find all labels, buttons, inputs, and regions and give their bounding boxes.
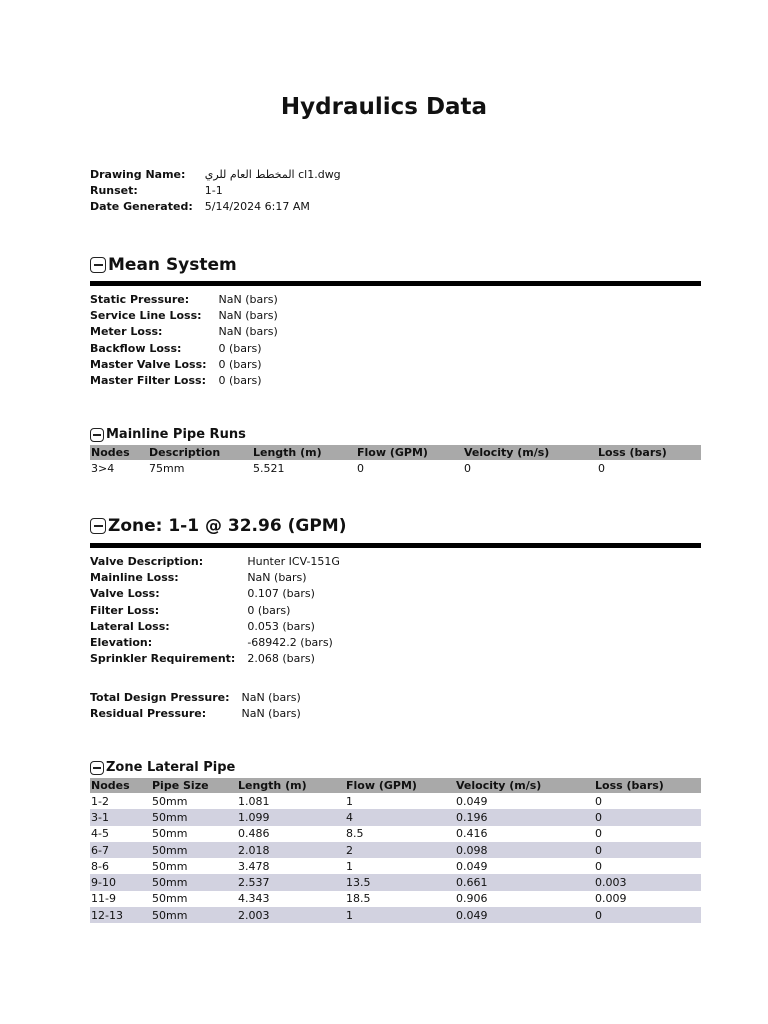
table-cell: 3-1	[90, 809, 151, 825]
table-cell: 0.049	[456, 859, 488, 873]
total-design-pressure-row	[90, 689, 301, 705]
field-label: Filter Loss:	[90, 603, 160, 617]
table-row	[90, 793, 701, 809]
table-row	[90, 874, 701, 890]
field-label: Lateral Loss:	[90, 619, 170, 633]
table-cell: 0	[594, 907, 701, 923]
table-cell: 3.478	[238, 859, 270, 873]
table-row	[90, 826, 701, 842]
field-value: NaN (bars)	[218, 325, 278, 339]
table-header-row	[90, 445, 701, 460]
column-header: Flow (GPM)	[356, 445, 463, 460]
column-header: Description	[148, 445, 252, 460]
table-cell: 1-2	[91, 794, 109, 808]
table-cell: 0	[464, 461, 471, 475]
table-cell: 0.196	[455, 809, 594, 825]
table-cell: 0	[595, 827, 602, 841]
table-cell: 50mm	[151, 842, 237, 858]
table-cell: 11-9	[91, 892, 116, 906]
field-label: Sprinkler Requirement:	[90, 652, 236, 666]
table-cell: 1.081	[238, 794, 270, 808]
table-cell: 1	[346, 794, 353, 808]
field-value: 2.068 (bars)	[247, 652, 315, 666]
field-label: Residual Pressure:	[90, 706, 207, 720]
field-label: Elevation:	[90, 636, 153, 650]
collapse-icon[interactable]	[90, 428, 104, 442]
table-cell: 50mm	[151, 907, 237, 923]
valve-loss-row	[90, 586, 340, 602]
field-value: المخطط العام للري cl1.dwg	[204, 167, 341, 181]
valve-description-row	[90, 553, 340, 569]
table-cell: 4-5	[91, 827, 109, 841]
column-header: Velocity (m/s)	[463, 445, 597, 460]
field-value: 0.053 (bars)	[247, 619, 315, 633]
table-cell: 13.5	[345, 874, 455, 890]
mainline-heading	[90, 427, 246, 442]
page-title: Hydraulics Data	[280, 94, 488, 120]
table-cell: 2.003	[237, 907, 345, 923]
table-cell: 6-7	[90, 842, 151, 858]
collapse-icon[interactable]	[90, 761, 104, 775]
table-cell: 9-10	[90, 874, 151, 890]
lateral-table	[90, 778, 701, 923]
table-cell: 3>4	[91, 461, 115, 475]
field-label: Service Line Loss:	[90, 308, 202, 322]
residual-pressure-row	[90, 705, 301, 721]
table-cell: 0	[357, 461, 364, 475]
table-cell: 0.661	[455, 874, 594, 890]
master-valve-loss-row	[90, 356, 278, 372]
field-value: NaN (bars)	[218, 292, 278, 306]
collapse-icon[interactable]	[90, 518, 106, 534]
column-header: Length (m)	[252, 445, 356, 460]
mean-system-heading	[90, 255, 237, 275]
table-cell: 50mm	[152, 827, 188, 841]
elevation-row	[90, 634, 340, 650]
collapse-icon[interactable]	[90, 257, 106, 273]
mean-system-title: Mean System	[108, 255, 237, 275]
zone-heading	[90, 516, 346, 536]
table-cell: 50mm	[152, 859, 188, 873]
table-cell: 50mm	[152, 794, 188, 808]
lateral-loss-row	[90, 618, 340, 634]
table-cell: 4.343	[238, 892, 270, 906]
field-value: 0 (bars)	[247, 603, 291, 617]
table-cell: 8-6	[91, 859, 109, 873]
table-row	[90, 842, 701, 858]
table-cell: 0	[594, 809, 701, 825]
table-cell: 50mm	[151, 809, 237, 825]
field-value: 0 (bars)	[218, 341, 262, 355]
table-cell: 1	[345, 907, 455, 923]
field-label: Meter Loss:	[90, 325, 163, 339]
field-value: NaN (bars)	[241, 690, 301, 704]
sprinkler-requirement-row	[90, 651, 340, 667]
field-label: Static Pressure:	[90, 292, 190, 306]
table-cell: 0.416	[456, 827, 488, 841]
field-value: 0 (bars)	[218, 357, 262, 371]
field-value: 0 (bars)	[218, 374, 262, 388]
backflow-loss-row	[90, 340, 278, 356]
field-label: Valve Description:	[90, 554, 204, 568]
zone-table	[90, 553, 340, 667]
column-header: Nodes	[90, 778, 151, 793]
field-label: Mainline Loss:	[90, 570, 179, 584]
mainline-loss-row	[90, 569, 340, 585]
field-value: NaN (bars)	[247, 570, 307, 584]
table-cell: 5.521	[253, 461, 285, 475]
field-label: Master Filter Loss:	[90, 374, 206, 388]
field-label: Master Valve Loss:	[90, 357, 207, 371]
field-value: -68942.2 (bars)	[247, 636, 333, 650]
field-label: Drawing Name:	[90, 167, 186, 181]
table-cell: 0	[595, 794, 602, 808]
table-cell: 4	[345, 809, 455, 825]
field-label: Valve Loss:	[90, 587, 160, 601]
field-value: 1-1	[204, 183, 223, 197]
drawing-info	[90, 166, 341, 215]
mainline-title: Mainline Pipe Runs	[106, 427, 246, 442]
table-cell: 0.486	[238, 827, 270, 841]
field-value: NaN (bars)	[218, 308, 278, 322]
mean-system-table	[90, 291, 278, 389]
table-cell: 0	[595, 859, 602, 873]
table-cell: 0.009	[595, 892, 627, 906]
zone-title: Zone: 1-1 @ 32.96 (GPM)	[108, 516, 347, 536]
zone-totals-table	[90, 689, 301, 722]
field-value: NaN (bars)	[241, 706, 301, 720]
column-header: Flow (GPM)	[345, 778, 455, 793]
column-header: Pipe Size	[151, 778, 237, 793]
column-header: Loss (bars)	[597, 445, 701, 460]
table-cell: 0.098	[455, 842, 594, 858]
field-label: Date Generated:	[90, 200, 193, 214]
lateral-heading	[90, 760, 235, 775]
table-cell: 18.5	[346, 892, 371, 906]
table-row	[90, 460, 701, 476]
filter-loss-row	[90, 602, 340, 618]
field-label: Total Design Pressure:	[90, 690, 230, 704]
table-header-row	[90, 778, 701, 793]
column-header: Length (m)	[237, 778, 345, 793]
table-cell: 2	[345, 842, 455, 858]
table-cell: 1.099	[237, 809, 345, 825]
column-header: Nodes	[90, 445, 148, 460]
field-value: 0.107 (bars)	[247, 587, 315, 601]
field-value: Hunter ICV-151G	[247, 554, 340, 568]
table-cell: 8.5	[346, 827, 364, 841]
field-value: 5/14/2024 6:17 AM	[204, 200, 310, 214]
date-generated-row	[90, 199, 341, 215]
table-row	[90, 809, 701, 825]
table-cell: 0.906	[456, 892, 488, 906]
table-cell: 75mm	[149, 461, 185, 475]
field-label: Runset:	[90, 183, 138, 197]
table-cell: 2.537	[237, 874, 345, 890]
runset-row	[90, 182, 341, 198]
table-cell: 50mm	[152, 892, 188, 906]
table-cell: 12-13	[90, 907, 151, 923]
table-cell: 0.049	[455, 907, 594, 923]
table-row	[90, 907, 701, 923]
table-row	[90, 858, 701, 874]
mainline-table	[90, 445, 701, 476]
table-cell: 0	[598, 461, 605, 475]
service-line-loss-row	[90, 307, 278, 323]
table-cell: 50mm	[151, 874, 237, 890]
table-cell: 2.018	[237, 842, 345, 858]
section-rule	[90, 281, 701, 286]
lateral-title: Zone Lateral Pipe	[106, 760, 236, 775]
field-label: Backflow Loss:	[90, 341, 182, 355]
table-cell: 0.049	[456, 794, 488, 808]
table-cell: 1	[346, 859, 353, 873]
meter-loss-row	[90, 324, 278, 340]
column-header: Velocity (m/s)	[455, 778, 594, 793]
table-cell: 0	[594, 842, 701, 858]
column-header: Loss (bars)	[594, 778, 701, 793]
master-filter-loss-row	[90, 372, 278, 388]
drawing-name-row	[90, 166, 341, 182]
static-pressure-row	[90, 291, 278, 307]
table-cell: 0.003	[594, 874, 701, 890]
table-row	[90, 891, 701, 907]
section-rule	[90, 543, 701, 548]
